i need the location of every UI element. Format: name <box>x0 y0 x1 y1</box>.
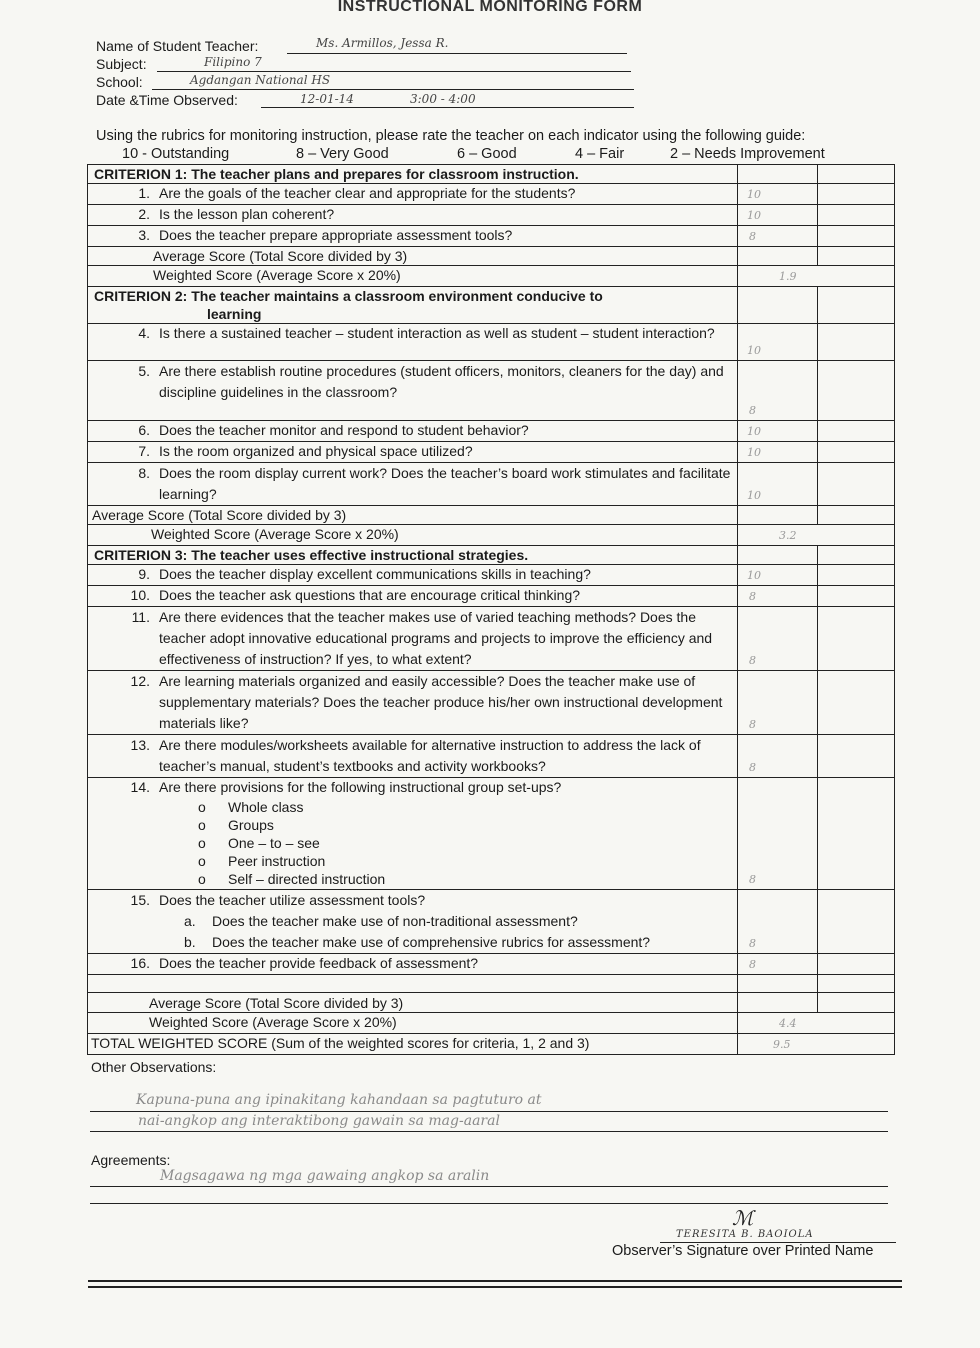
criterion3-weighted-label: Weighted Score (Average Score x 20%) <box>88 1013 738 1034</box>
total-label: TOTAL WEIGHTED SCORE (Sum of the weighted scores for criteria, 1, 2 and 3) <box>88 1034 738 1055</box>
rating-instruction: Using the rubrics for monitoring instruction, please rate the teacher on each indicator using the following guide: <box>96 128 806 144</box>
q3-number: 3. <box>138 227 150 243</box>
q12-score: 8 <box>749 718 756 731</box>
question-row <box>88 324 895 361</box>
q4-number: 4. <box>138 325 150 341</box>
criterion1-weighted-label: Weighted Score (Average Score x 20%) <box>88 266 738 287</box>
other-observations-label: Other Observations: <box>91 1059 217 1075</box>
q13-number: 13. <box>130 737 150 753</box>
q10-number: 10. <box>130 587 150 603</box>
q1-text: Are the goals of the teacher clear and appropriate for the students? <box>159 185 576 201</box>
q3-score: 8 <box>749 230 756 243</box>
q9-number: 9. <box>138 566 150 582</box>
date-line <box>261 107 634 108</box>
weighted-row <box>88 266 895 287</box>
subject-line <box>157 71 631 72</box>
q15-number: 15. <box>130 892 150 908</box>
question-row <box>88 671 895 735</box>
subject-row <box>96 56 147 74</box>
q5-score: 8 <box>749 404 756 417</box>
q6-score: 10 <box>747 425 761 438</box>
q1-score: 10 <box>747 188 761 201</box>
question-row <box>88 954 895 975</box>
criterion1-average-label: Average Score (Total Score divided by 3) <box>88 247 738 266</box>
list-item: o Groups <box>94 816 734 834</box>
list-item: o Self – directed instruction <box>94 870 734 888</box>
criterion2-title: CRITERION 2: The teacher maintains a classroom environment conducive to <box>94 288 603 304</box>
date-row <box>96 92 238 110</box>
q4-text: Is there a sustained teacher – student interaction as well as student – student interaction? <box>159 325 715 341</box>
criterion2-weighted-score: 3.2 <box>779 529 797 542</box>
q2-text: Is the lesson plan coherent? <box>159 206 335 222</box>
observation-line-rule <box>90 1131 888 1132</box>
criterion3-header-row <box>88 546 895 565</box>
q4-score: 10 <box>747 344 761 357</box>
guide-2: 2 – Needs Improvement <box>670 146 825 162</box>
q8-number: 8. <box>138 465 150 481</box>
teacher-name-value: Ms. Armillos, Jessa R. <box>316 36 449 50</box>
q11-number: 11. <box>131 609 150 625</box>
q6-number: 6. <box>138 422 150 438</box>
question-row <box>88 463 895 506</box>
observation-line2: nai-angkop ang interaktibong gawain sa mag-aaral <box>138 1113 500 1129</box>
subject-value: Filipino 7 <box>204 55 262 69</box>
rubric-table <box>87 164 895 1055</box>
criterion3-title: CRITERION 3: The teacher uses effective instructional strategies. <box>88 546 738 565</box>
criterion2-average-label: Average Score (Total Score divided by 3) <box>88 506 738 525</box>
school-value: Agdangan National HS <box>190 73 331 87</box>
average-row <box>88 506 895 525</box>
q3-text: Does the teacher prepare appropriate assessment tools? <box>159 227 513 243</box>
question-row <box>88 442 895 463</box>
blank-row <box>88 975 895 993</box>
footer-rule <box>88 1280 902 1288</box>
question-row <box>88 205 895 226</box>
observation-line1: Kapuna-puna ang ipinakitang kahandaan sa pagtuturo at <box>136 1092 542 1108</box>
average-row <box>88 993 895 1013</box>
guide-4: 4 – Fair <box>575 146 625 162</box>
q10-score: 8 <box>749 590 756 603</box>
criterion1-header-row <box>88 165 895 184</box>
school-line <box>152 89 634 90</box>
q6-text: Does the teacher monitor and respond to student behavior? <box>159 422 529 438</box>
question-row <box>88 226 895 247</box>
criterion3-average-label: Average Score (Total Score divided by 3) <box>88 993 738 1013</box>
q16-number: 16. <box>130 955 150 971</box>
q15-text: Does the teacher utilize assessment tools? <box>159 892 426 908</box>
list-item: o Whole class <box>94 798 734 816</box>
q9-text: Does the teacher display excellent communications skills in teaching? <box>159 566 591 582</box>
criterion2-title-cont: learning <box>207 306 262 322</box>
q8-text: Does the room display current work? Does the teacher’s board work stimulates and facilitate learning? <box>159 465 731 502</box>
total-score: 9.5 <box>773 1038 791 1051</box>
q13-text: Are there modules/worksheets available for alternative instruction to address the lack of teacher’s manual, student’s textbooks and activity workbooks? <box>159 737 701 774</box>
q5-number: 5. <box>138 363 150 379</box>
agreements-line-rule <box>90 1203 888 1204</box>
total-row <box>88 1034 895 1055</box>
question-row <box>88 778 895 890</box>
criterion3-weighted-score: 4.4 <box>779 1017 797 1030</box>
criterion1-weighted-score: 1.9 <box>779 270 797 283</box>
question-row <box>88 735 895 778</box>
weighted-row <box>88 1013 895 1034</box>
signature-mark-icon: ℳ <box>732 1206 754 1230</box>
q2-score: 10 <box>747 209 761 222</box>
question-row <box>88 890 895 954</box>
list-item: o One – to – see <box>94 834 734 852</box>
criterion2-header-row <box>88 287 895 324</box>
q14-text: Are there provisions for the following instructional group set-ups? <box>159 779 562 795</box>
agreements-text: Magsagawa ng mga gawaing angkop sa aralin <box>160 1168 490 1184</box>
observer-name: TERESITA B. BAOIOLA <box>676 1229 814 1240</box>
q13-score: 8 <box>749 761 756 774</box>
q15a-letter: a. <box>184 913 196 929</box>
date-value: 12-01-14 <box>300 92 354 106</box>
q9-score: 10 <box>747 569 761 582</box>
q15b-letter: b. <box>184 934 196 950</box>
time-value: 3:00 - 4:00 <box>410 92 476 106</box>
q5-text: Are there establish routine procedures (student officers, monitors, cleaners for the day) and discipline guidelines in the classroom? <box>159 363 724 400</box>
teacher-name-row <box>96 38 258 56</box>
q11-score: 8 <box>749 654 756 667</box>
q16-score: 8 <box>749 958 756 971</box>
question-row <box>88 184 895 205</box>
q8-score: 10 <box>747 489 761 502</box>
question-row <box>88 361 895 421</box>
school-label: School: <box>96 74 143 90</box>
observation-line-rule <box>90 1111 888 1112</box>
question-row <box>88 607 895 671</box>
criterion2-weighted-label: Weighted Score (Average Score x 20%) <box>88 525 738 546</box>
subject-label: Subject: <box>96 56 147 72</box>
q15a-text: Does the teacher make use of non-traditional assessment? <box>212 913 578 929</box>
q2-number: 2. <box>138 206 150 222</box>
guide-8: 8 – Very Good <box>296 146 389 162</box>
q16-text: Does the teacher provide feedback of assessment? <box>159 955 479 971</box>
criterion1-title: CRITERION 1: The teacher plans and prepares for classroom instruction. <box>88 165 738 184</box>
q12-number: 12. <box>130 673 150 689</box>
guide-10: 10 - Outstanding <box>122 146 230 162</box>
guide-6: 6 – Good <box>457 146 517 162</box>
agreements-line-rule <box>90 1186 888 1187</box>
average-row <box>88 247 895 266</box>
teacher-name-line <box>287 53 627 54</box>
q14-score: 8 <box>749 873 756 886</box>
q14-number: 14. <box>130 779 150 795</box>
date-label: Date &Time Observed: <box>96 92 238 108</box>
group-setup-list <box>94 798 734 888</box>
agreements-label: Agreements: <box>91 1152 171 1168</box>
q7-score: 10 <box>747 446 761 459</box>
form-title: INSTRUCTIONAL MONITORING FORM <box>337 0 643 15</box>
school-row <box>96 74 143 92</box>
question-row <box>88 586 895 607</box>
q15b-text: Does the teacher make use of comprehensive rubrics for assessment? <box>212 934 651 950</box>
q12-text: Are learning materials organized and easily accessible? Does the teacher make use of supplementary materials? Does the teacher produce his/her own instructional development materials like? <box>159 673 723 731</box>
q11-text: Are there evidences that the teacher makes use of varied teaching methods? Does the teacher adopt innovative educational programs and projects to improve the efficiency and effectiveness of instruction? If yes, to what extent? <box>159 609 713 667</box>
q15-score: 8 <box>749 937 756 950</box>
q7-number: 7. <box>138 443 150 459</box>
list-item: o Peer instruction <box>94 852 734 870</box>
weighted-row <box>88 525 895 546</box>
q10-text: Does the teacher ask questions that are encourage critical thinking? <box>159 587 581 603</box>
q1-number: 1. <box>138 185 150 201</box>
signature-caption: Observer’s Signature over Printed Name <box>612 1243 874 1259</box>
question-row <box>88 421 895 442</box>
teacher-name-label: Name of Student Teacher: <box>96 38 259 54</box>
q7-text: Is the room organized and physical space utilized? <box>159 443 473 459</box>
question-row <box>88 565 895 586</box>
